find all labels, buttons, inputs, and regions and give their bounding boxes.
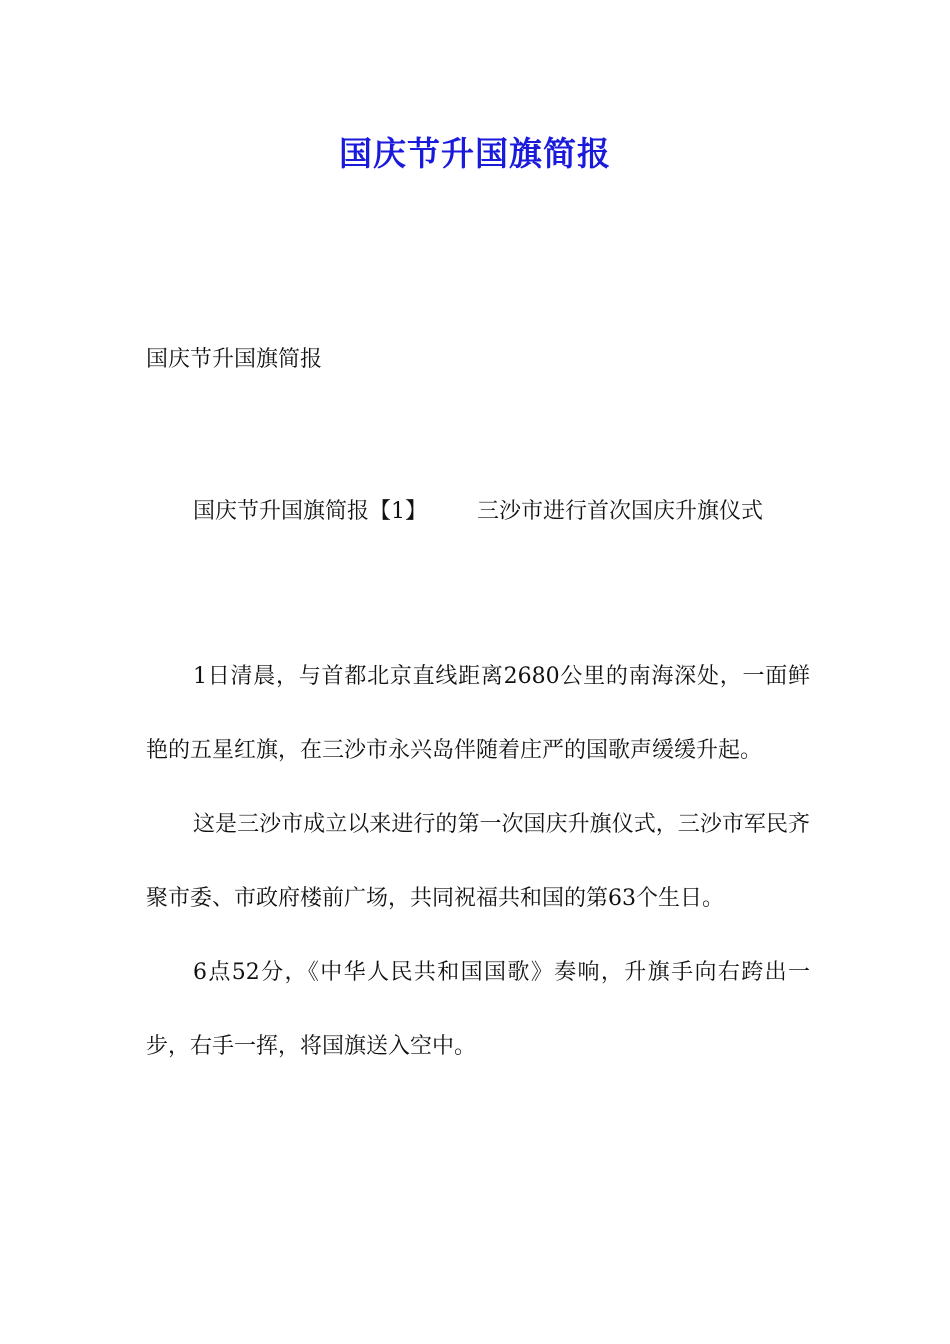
document-body xyxy=(146,640,810,1084)
paragraph-2: 这是三沙市成立以来进行的第一次国庆升旗仪式，三沙市军民齐聚市委、市政府楼前广场，共同祝福共和国的第63个生日。 xyxy=(146,812,810,911)
section-heading: 三沙市进行首次国庆升旗仪式 xyxy=(477,499,764,524)
paragraph-1: 1日清晨，与首都北京直线距离2680公里的南海深处，一面鲜艳的五星红旗，在三沙市永兴岛伴随着庄严的国歌声缓缓升起。 xyxy=(146,664,810,763)
section-heading-line xyxy=(193,494,813,525)
document-title: 国庆节升国旗简报 xyxy=(339,134,611,173)
paragraph-3: 6点52分，《中华人民共和国国歌》奏响，升旗手向右跨出一步，右手一挥，将国旗送入空中。 xyxy=(146,960,810,1059)
section-label: 国庆节升国旗简报【1】 xyxy=(193,499,427,524)
document-subtitle: 国庆节升国旗简报 xyxy=(146,347,323,372)
